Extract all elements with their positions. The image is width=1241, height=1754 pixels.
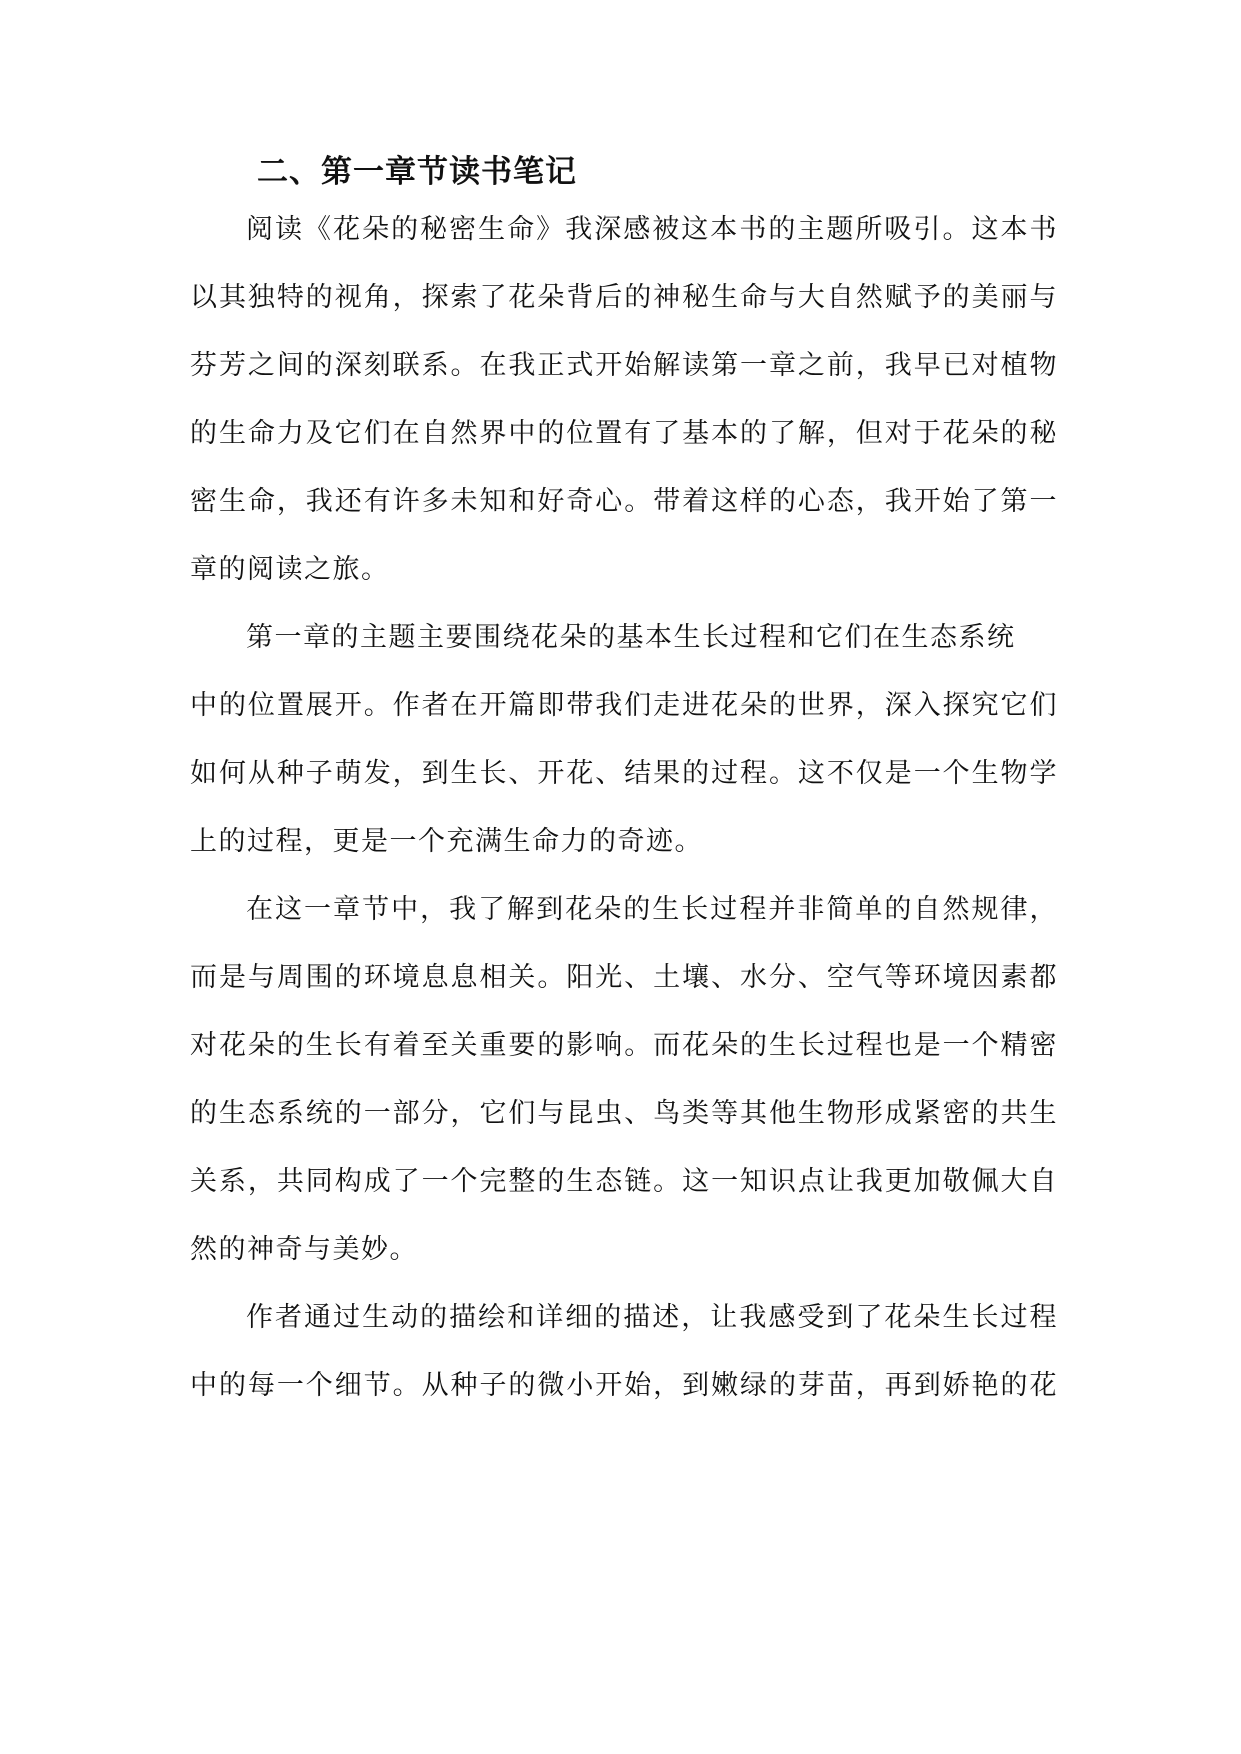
- paragraph-line: 而是与周围的环境息息相关。阳光、土壤、水分、空气等环境因素都: [190, 962, 1058, 993]
- paragraph-line: 以其独特的视角，探索了花朵背后的神秘生命与大自然赋予的美丽与: [190, 282, 1058, 313]
- paragraph-line: 在这一章节中，我了解到花朵的生长过程并非简单的自然规律，: [246, 894, 1058, 925]
- paragraph-line: 密生命，我还有许多未知和好奇心。带着这样的心态，我开始了第一: [190, 486, 1058, 517]
- paragraph-line: 中的每一个细节。从种子的微小开始，到嫩绿的芽苗，再到娇艳的花: [190, 1370, 1058, 1401]
- paragraph-line: 作者通过生动的描绘和详细的描述，让我感受到了花朵生长过程: [246, 1302, 1058, 1333]
- paragraph-line: 中的位置展开。作者在开篇即带我们走进花朵的世界，深入探究它们: [190, 690, 1058, 721]
- paragraph-line: 阅读《花朵的秘密生命》我深感被这本书的主题所吸引。这本书: [246, 214, 1058, 245]
- paragraph-line: 对花朵的生长有着至关重要的影响。而花朵的生长过程也是一个精密: [190, 1030, 1058, 1061]
- section-heading: 二、第一章节读书笔记: [257, 154, 577, 190]
- paragraph-line: 上的过程，更是一个充满生命力的奇迹。: [190, 826, 703, 857]
- paragraph-line: 关系，共同构成了一个完整的生态链。这一知识点让我更加敬佩大自: [190, 1166, 1058, 1197]
- paragraph-line: 的生态系统的一部分，它们与昆虫、鸟类等其他生物形成紧密的共生: [190, 1098, 1058, 1129]
- paragraph-line: 芬芳之间的深刻联系。在我正式开始解读第一章之前，我早已对植物: [190, 350, 1058, 381]
- paragraph-line: 章的阅读之旅。: [190, 554, 390, 585]
- paragraph-line: 然的神奇与美妙。: [190, 1234, 418, 1265]
- paragraph-line: 第一章的主题主要围绕花朵的基本生长过程和它们在生态系统: [246, 622, 1016, 653]
- paragraph-line: 如何从种子萌发，到生长、开花、结果的过程。这不仅是一个生物学: [190, 758, 1058, 789]
- paragraph-line: 的生命力及它们在自然界中的位置有了基本的了解，但对于花朵的秘: [190, 418, 1058, 449]
